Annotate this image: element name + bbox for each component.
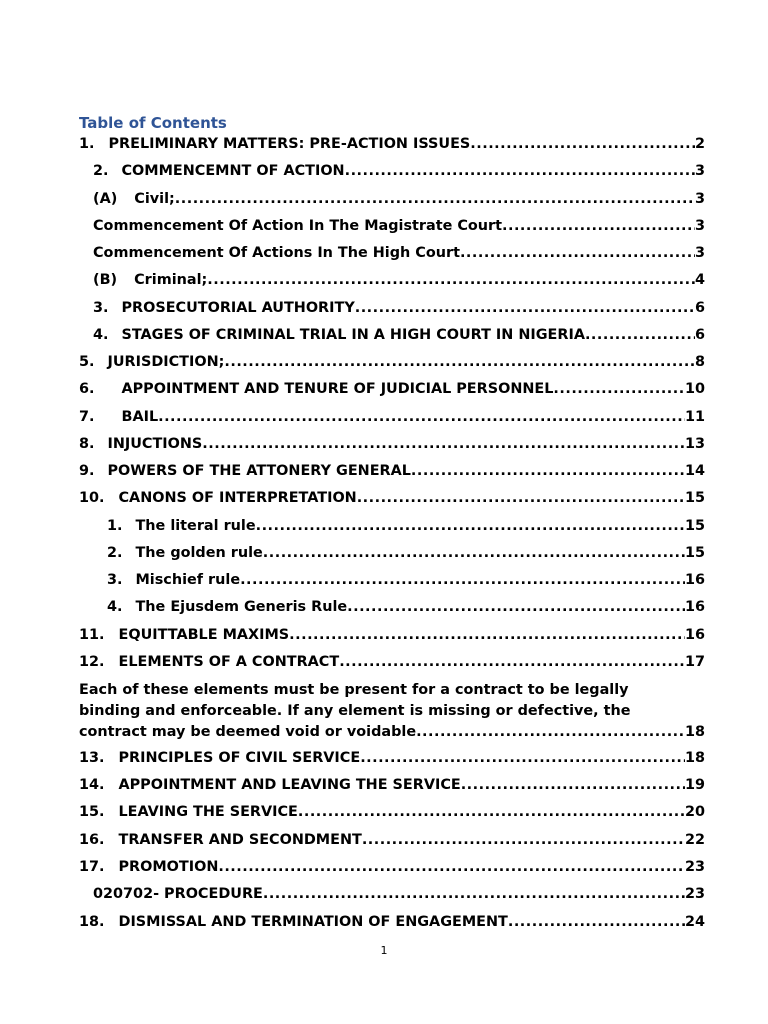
toc-entry[interactable] (93, 327, 705, 347)
dot-leader (345, 163, 695, 179)
toc-title: Table of Contents (79, 114, 227, 132)
toc-entry-label: TRANSFER AND SECONDMENT (118, 832, 362, 848)
toc-entry-number: 1. (107, 518, 123, 534)
toc-entry[interactable] (79, 832, 705, 852)
toc-entry[interactable] (93, 272, 705, 292)
dot-leader (263, 545, 685, 561)
toc-entry[interactable] (79, 777, 705, 797)
toc-entry[interactable] (93, 300, 705, 320)
page-number-footer: 1 (380, 944, 388, 957)
toc-entry[interactable] (79, 463, 705, 483)
dot-leader (461, 777, 685, 793)
toc-page-number: 4 (694, 272, 705, 288)
toc-page-number: 15 (684, 545, 705, 561)
toc-page-number: 6 (694, 327, 705, 343)
toc-page-number: 23 (684, 886, 705, 902)
toc-paragraph-entry[interactable] (79, 680, 705, 743)
paragraph-last-line (79, 722, 705, 743)
paragraph-line: binding and enforceable. If any element is missing or defective, the (79, 703, 631, 719)
toc-page-number: 2 (694, 136, 705, 152)
toc-page-number: 18 (684, 750, 705, 766)
toc-page-number: 17 (684, 654, 705, 670)
toc-entry[interactable] (107, 572, 705, 592)
toc-page-number: 3 (694, 218, 705, 234)
toc-entry-label: Civil; (134, 191, 175, 207)
dot-leader (362, 832, 685, 848)
toc-page-number: 20 (684, 804, 705, 820)
toc-entry-label: PRINCIPLES OF CIVIL SERVICE (118, 750, 361, 766)
dot-leader (360, 750, 685, 766)
paragraph-line: contract may be deemed void or voidable (79, 724, 417, 740)
dot-leader (357, 490, 685, 506)
toc-page-number: 15 (684, 518, 705, 534)
dot-leader (502, 218, 695, 234)
toc-entry-label: Mischief rule (135, 572, 241, 588)
toc-page-number: 11 (684, 409, 705, 425)
toc-entry-number: 9. (79, 463, 95, 479)
toc-entry-label: COMMENCEMNT OF ACTION (121, 163, 345, 179)
toc-entry-label: Commencement Of Actions In The High Court (93, 245, 460, 261)
toc-entry-label: DISMISSAL AND TERMINATION OF ENGAGEMENT (118, 914, 508, 930)
dot-leader (298, 804, 685, 820)
dot-leader (256, 518, 685, 534)
toc-entry-label: PRELIMINARY MATTERS: PRE-ACTION ISSUES (108, 136, 471, 152)
dot-leader (355, 300, 695, 316)
toc-entry-number: (A) (93, 191, 118, 207)
dot-leader (347, 599, 685, 615)
dot-leader (240, 572, 685, 588)
toc-page-number: 8 (694, 354, 705, 370)
dot-leader (339, 654, 685, 670)
toc-entry-number: 18. (79, 914, 105, 930)
toc-page-number: 10 (684, 381, 705, 397)
toc-entry-number: 7. (79, 409, 95, 425)
dot-leader (202, 436, 685, 452)
toc-page-number: 18 (684, 724, 705, 740)
toc-entry-label: The literal rule (135, 518, 256, 534)
dot-leader (508, 914, 685, 930)
dot-leader (411, 463, 685, 479)
toc-entry[interactable] (93, 886, 705, 906)
toc-entry-label: CANONS OF INTERPRETATION (118, 490, 357, 506)
toc-page-number: 14 (684, 463, 705, 479)
dot-leader (263, 886, 685, 902)
dot-leader (207, 272, 695, 288)
dot-leader (289, 627, 685, 643)
toc-entry-number: 11. (79, 627, 105, 643)
dot-leader (460, 245, 695, 261)
toc-entry[interactable] (79, 436, 705, 456)
toc-entry-number: 13. (79, 750, 105, 766)
toc-entry[interactable] (79, 136, 705, 156)
toc-page-number: 3 (694, 163, 705, 179)
toc-entry-number: 3. (93, 300, 109, 316)
toc-entry-label: The Ejusdem Generis Rule (135, 599, 348, 615)
toc-page-number: 3 (694, 191, 705, 207)
toc-entry[interactable] (93, 163, 705, 183)
toc-entry-label: INJUCTIONS (107, 436, 203, 452)
toc-entry-number: 1. (79, 136, 95, 152)
toc-page-number: 15 (684, 490, 705, 506)
toc-entry-number: 8. (79, 436, 95, 452)
toc-entry-label: JURISDICTION; (107, 354, 225, 370)
toc-page-number: 16 (684, 627, 705, 643)
toc-entry-label: POWERS OF THE ATTONERY GENERAL (107, 463, 411, 479)
toc-entry-number: 10. (79, 490, 105, 506)
toc-entry-label: Commencement Of Action In The Magistrate Court (93, 218, 503, 234)
toc-entry-label: Criminal; (134, 272, 208, 288)
toc-entry-number: 4. (107, 599, 123, 615)
toc-entry[interactable] (79, 804, 705, 824)
toc-entry-number: 2. (93, 163, 109, 179)
toc-entry-number: (B) (93, 272, 118, 288)
toc-entry-number: 4. (93, 327, 109, 343)
dot-leader (585, 327, 695, 343)
toc-entry-number: 12. (79, 654, 105, 670)
toc-entry-label: 020702- PROCEDURE (93, 886, 263, 902)
toc-entry[interactable] (79, 914, 705, 934)
toc-entry[interactable] (79, 859, 705, 879)
toc-entry[interactable] (79, 627, 705, 647)
toc-page-number: 16 (684, 572, 705, 588)
dot-leader (158, 409, 685, 425)
toc-page-number: 16 (684, 599, 705, 615)
toc-entry[interactable] (79, 381, 705, 401)
toc-entry-label: STAGES OF CRIMINAL TRIAL IN A HIGH COURT IN NIGERIA (121, 327, 585, 343)
toc-entry-label: The golden rule (135, 545, 263, 561)
toc-entry-number: 5. (79, 354, 95, 370)
toc-page-number: 23 (684, 859, 705, 875)
dot-leader (224, 354, 695, 370)
toc-page-number: 24 (684, 914, 705, 930)
toc-page-number: 13 (684, 436, 705, 452)
dot-leader (470, 136, 695, 152)
toc-entry-label: PROMOTION (118, 859, 219, 875)
toc-entry[interactable] (79, 750, 705, 770)
toc-page-number: 22 (684, 832, 705, 848)
toc-entry[interactable] (93, 191, 705, 211)
toc-entry-label: EQUITTABLE MAXIMS (118, 627, 290, 643)
toc-entry[interactable] (79, 490, 705, 510)
dot-leader (218, 859, 685, 875)
dot-leader (175, 191, 695, 207)
toc-entry-number: 6. (79, 381, 95, 397)
toc-entry[interactable] (79, 654, 705, 674)
toc-entry-number: 2. (107, 545, 123, 561)
toc-entry[interactable] (107, 518, 705, 538)
paragraph-line: Each of these elements must be present for a contract to be legally (79, 682, 629, 698)
toc-entry-number: 15. (79, 804, 105, 820)
toc-entry[interactable] (107, 599, 705, 619)
toc-entry-number: 16. (79, 832, 105, 848)
toc-entry-label: LEAVING THE SERVICE (118, 804, 298, 820)
toc-entry-label: PROSECUTORIAL AUTHORITY (121, 300, 355, 316)
toc-entry-label: ELEMENTS OF A CONTRACT (118, 654, 340, 670)
dot-leader (416, 722, 685, 743)
toc-page-number: 19 (684, 777, 705, 793)
toc-entry[interactable] (93, 218, 705, 238)
toc-page-number: 6 (694, 300, 705, 316)
dot-leader (553, 381, 685, 397)
toc-entry[interactable] (79, 409, 705, 429)
toc-page-number: 3 (694, 245, 705, 261)
toc-entry-label: APPOINTMENT AND LEAVING THE SERVICE (118, 777, 461, 793)
toc-entry-number: 14. (79, 777, 105, 793)
toc-entry-label: BAIL (121, 409, 159, 425)
toc-entry-label: APPOINTMENT AND TENURE OF JUDICIAL PERSONNEL (121, 381, 554, 397)
toc-entry-number: 3. (107, 572, 123, 588)
toc-entry[interactable] (79, 354, 705, 374)
toc-entry[interactable] (107, 545, 705, 565)
toc-entry-number: 17. (79, 859, 105, 875)
toc-entry[interactable] (93, 245, 705, 265)
